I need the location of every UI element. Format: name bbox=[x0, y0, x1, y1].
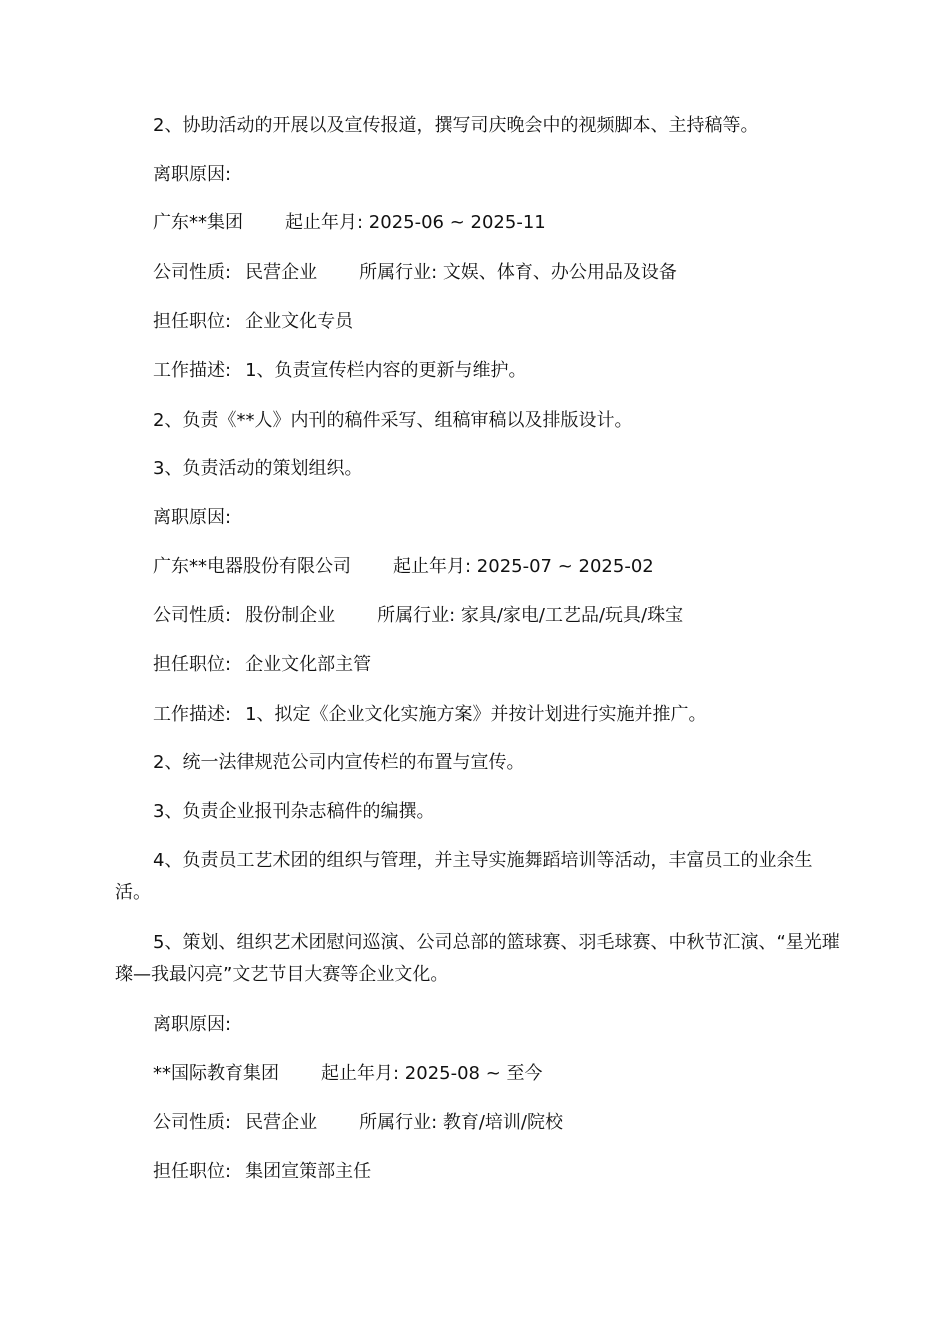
job2-position-label: 担任职位: bbox=[153, 311, 232, 332]
job2-position-row bbox=[153, 311, 353, 333]
job2-header bbox=[153, 212, 546, 234]
job4-nature: 民营企业 bbox=[245, 1112, 318, 1133]
job2-leave-reason: 离职原因: bbox=[153, 507, 232, 528]
job3-period: 起止年月: 2025-07 ~ 2025-02 bbox=[393, 556, 654, 577]
job4-position-row bbox=[153, 1161, 371, 1183]
job3-desc1: 1、拟定《企业文化实施方案》并按计划进行实施并推广。 bbox=[245, 704, 707, 725]
job3-header bbox=[153, 556, 654, 578]
job3-desc3: 3、负责企业报刊杂志稿件的编撰。 bbox=[153, 801, 435, 822]
job3-desc5: 5、策划、组织艺术团慰问巡演、公司总部的篮球赛、羽毛球赛、中秋节汇演、“星光璀璨—我最闪亮”文艺节目大赛等企业文化。 bbox=[115, 932, 840, 985]
paragraph-duty-2: 2、协助活动的开展以及宣传报道，撰写司庆晚会中的视频脚本、主持稿等。 bbox=[153, 115, 759, 136]
job2-nature-label: 公司性质: bbox=[153, 262, 232, 283]
job3-desc-row bbox=[153, 704, 707, 726]
job3-nature: 股份制企业 bbox=[245, 605, 336, 626]
job2-desc-row bbox=[153, 360, 527, 382]
job4-industry: 所属行业: 教育/培训/院校 bbox=[359, 1112, 563, 1133]
job2-industry: 所属行业: 文娱、体育、办公用品及设备 bbox=[359, 262, 677, 283]
job3-company: 广东**电器股份有限公司 bbox=[153, 556, 351, 577]
job3-leave-reason: 离职原因: bbox=[153, 1014, 232, 1035]
job4-nature-row bbox=[153, 1112, 563, 1134]
job3-desc2: 2、统一法律规范公司内宣传栏的布置与宣传。 bbox=[153, 752, 525, 773]
job3-position-label: 担任职位: bbox=[153, 654, 232, 675]
job4-company: **国际教育集团 bbox=[153, 1063, 279, 1084]
job3-desc-label: 工作描述: bbox=[153, 704, 232, 725]
job3-nature-label: 公司性质: bbox=[153, 605, 232, 626]
job4-period: 起止年月: 2025-08 ~ 至今 bbox=[321, 1063, 543, 1084]
job2-nature-row bbox=[153, 262, 677, 284]
leave-reason-1: 离职原因: bbox=[153, 164, 232, 185]
job3-position: 企业文化部主管 bbox=[245, 654, 372, 675]
job4-header bbox=[153, 1063, 543, 1085]
job2-desc1: 1、负责宣传栏内容的更新与维护。 bbox=[245, 360, 527, 381]
job2-desc2: 2、负责《**人》内刊的稿件采写、组稿审稿以及排版设计。 bbox=[153, 410, 633, 431]
job3-desc4: 4、负责员工艺术团的组织与管理，并主导实施舞蹈培训等活动，丰富员工的业余生活。 bbox=[115, 850, 813, 903]
job2-position: 企业文化专员 bbox=[245, 311, 354, 332]
job2-desc3: 3、负责活动的策划组织。 bbox=[153, 458, 363, 479]
job4-position: 集团宣策部主任 bbox=[245, 1161, 372, 1182]
job2-period: 起止年月: 2025-06 ~ 2025-11 bbox=[285, 212, 546, 233]
job3-industry: 所属行业: 家具/家电/工艺品/玩具/珠宝 bbox=[377, 605, 684, 626]
job4-position-label: 担任职位: bbox=[153, 1161, 232, 1182]
job2-nature: 民营企业 bbox=[245, 262, 318, 283]
job2-desc-label: 工作描述: bbox=[153, 360, 232, 381]
job3-position-row bbox=[153, 654, 371, 676]
job2-company: 广东**集团 bbox=[153, 212, 243, 233]
job4-nature-label: 公司性质: bbox=[153, 1112, 232, 1133]
job3-nature-row bbox=[153, 605, 683, 627]
